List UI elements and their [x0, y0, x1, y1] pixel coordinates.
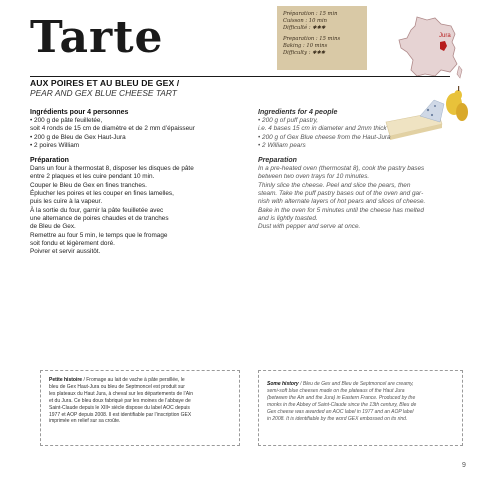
- preparation-heading-fr: Préparation: [30, 157, 69, 165]
- preparation-line: une alternance de poires chaudes et de tranches: [30, 214, 169, 222]
- history-line: Gex cheese was awarded an AOC label in 1977 and an AOP label: [267, 408, 414, 415]
- recipe-title-en: PEAR AND GEX BLUE CHEESE TART: [30, 88, 177, 98]
- history-line: 1977 et AOP depuis 2008. Il est identifiable par l’inscription GEX: [49, 411, 192, 418]
- history-line: les plateaux du Haut Jura, à cheval sur les départements de l’Ain: [49, 390, 193, 397]
- prep-time-en: Preparation : 15 mins: [283, 36, 341, 42]
- preparation-line: Thinly slice the cheese. Peel and slice the pears, then: [258, 181, 411, 189]
- prep-time-fr: Préparation : 15 min: [283, 11, 338, 17]
- ingredient-line: • 200 g of puff pastry,: [258, 117, 319, 124]
- page-title: Tarte: [30, 12, 164, 63]
- history-line: imprimée en relief sur sa croûte.: [49, 418, 121, 425]
- history-box-fr: [40, 370, 240, 446]
- history-line: semi-soft blue cheeses made on the plateaus of the Haut Jura: [267, 387, 405, 394]
- history-line: bleu de Gex Haut-Jura ou bleu de Septmoncel est produit sur: [49, 383, 185, 390]
- difficulty-en: Difficulty : ✱✱✱: [283, 50, 326, 56]
- history-line: (between the Ain and the Jura) in Eastern France. Produced by the: [267, 394, 416, 401]
- ingredient-line: • 2 William pears: [258, 141, 306, 149]
- preparation-line: Bake in the oven for 5 minutes until the cheese has melted: [258, 206, 424, 214]
- ingredient-line: • 2 poires William: [30, 141, 80, 149]
- history-label-en: Some history: [267, 381, 299, 387]
- preparation-line: puis les cuire à la vapeur.: [30, 198, 103, 206]
- preparation-line: soit fondu et légèrement doré.: [30, 239, 115, 247]
- preparation-line: Poivrer et servir aussitôt.: [30, 248, 101, 256]
- french-column: [30, 108, 250, 256]
- ingredient-line: • 200 g of Gex Blue cheese from the Haut-Jura: [258, 133, 391, 141]
- preparation-line: Éplucher les poires et les couper en fines lamelles,: [30, 190, 174, 198]
- preparation-line: Couper le Bleu de Gex en fines tranches.: [30, 181, 147, 189]
- history-line: / Bleu de Gex and Bleu de Septmoncel are creamy,: [298, 381, 414, 387]
- preparation-line: Remettre au four 5 min, le temps que le fromage: [30, 231, 168, 239]
- preparation-line: steam. Take the puff pastry bases out of the oven and gar-: [258, 190, 424, 198]
- history-line: / Fromage au lait de vache à pâte persillée, le: [82, 377, 185, 383]
- page-number: 9: [462, 462, 466, 469]
- difficulty-fr: Difficulté : ✱✱✱: [283, 25, 326, 31]
- preparation-line: between two oven trays for 10 minutes.: [258, 173, 370, 181]
- cook-time-fr: Cuisson : 10 min: [283, 18, 327, 24]
- france-map: [395, 14, 465, 82]
- ingredients-heading-en: Ingredients for 4 people: [258, 109, 338, 116]
- history-line: monks in the Abbey of Saint-Claude since the 13th century, Bleu de: [267, 401, 417, 408]
- preparation-line: and is lightly toasted.: [258, 214, 318, 222]
- france-outline-icon: [395, 14, 465, 82]
- ingredient-line: soit 4 ronds de 15 cm de diamètre et de 2 mm d’épaisseur: [30, 125, 195, 133]
- history-label-fr: Petite histoire: [49, 377, 83, 383]
- cook-time-en: Baking : 10 mins: [283, 43, 328, 49]
- preparation-line: À la sortie du four, garnir la pâte feuilletée avec: [30, 206, 164, 214]
- history-line: Saint-Claude depuis le XIIIᵉ siècle dispose du label AOC depuis: [49, 404, 190, 411]
- title-divider: [30, 76, 450, 77]
- map-label-jura: Jura: [439, 33, 451, 39]
- preparation-line: de Bleu de Gex.: [30, 223, 76, 231]
- preparation-line: entre 2 plaques et les cuire pendant 10 min.: [30, 173, 155, 181]
- preparation-line: Dans un four à thermostat 8, disposer les disques de pâte: [30, 165, 194, 173]
- ingredient-line: i.e. 4 bases 15 cm in diameter and 2mm thick: [258, 125, 387, 133]
- preparation-line: Dust with pepper and serve at once.: [258, 223, 361, 231]
- preparation-line: nish with alternate layers of hot pears and slices of cheese.: [258, 198, 426, 206]
- english-column: [258, 108, 468, 232]
- ingredient-line: • 200 g de pâte feuilletée,: [30, 117, 103, 124]
- preparation-line: In a pre-heated oven (thermostat 8), cook the pastry bases: [258, 165, 425, 173]
- recipe-title-fr: AUX POIRES ET AU BLEU DE GEX /: [30, 78, 180, 88]
- ingredients-heading-fr: Ingrédients pour 4 personnes: [30, 109, 129, 116]
- history-line: et du Jura. Ce bleu doux fabriqué par les moines de l’abbaye de: [49, 397, 191, 404]
- history-line: in 2008. It is identifiable by the word GEX embossed on its rind.: [267, 415, 408, 422]
- preparation-heading-en: Preparation: [258, 157, 297, 165]
- ingredient-line: • 200 g de Bleu de Gex Haut-Jura: [30, 133, 126, 141]
- recipe-title: [30, 78, 310, 98]
- history-box-en: [258, 370, 463, 446]
- recipe-info-tag: [277, 6, 367, 70]
